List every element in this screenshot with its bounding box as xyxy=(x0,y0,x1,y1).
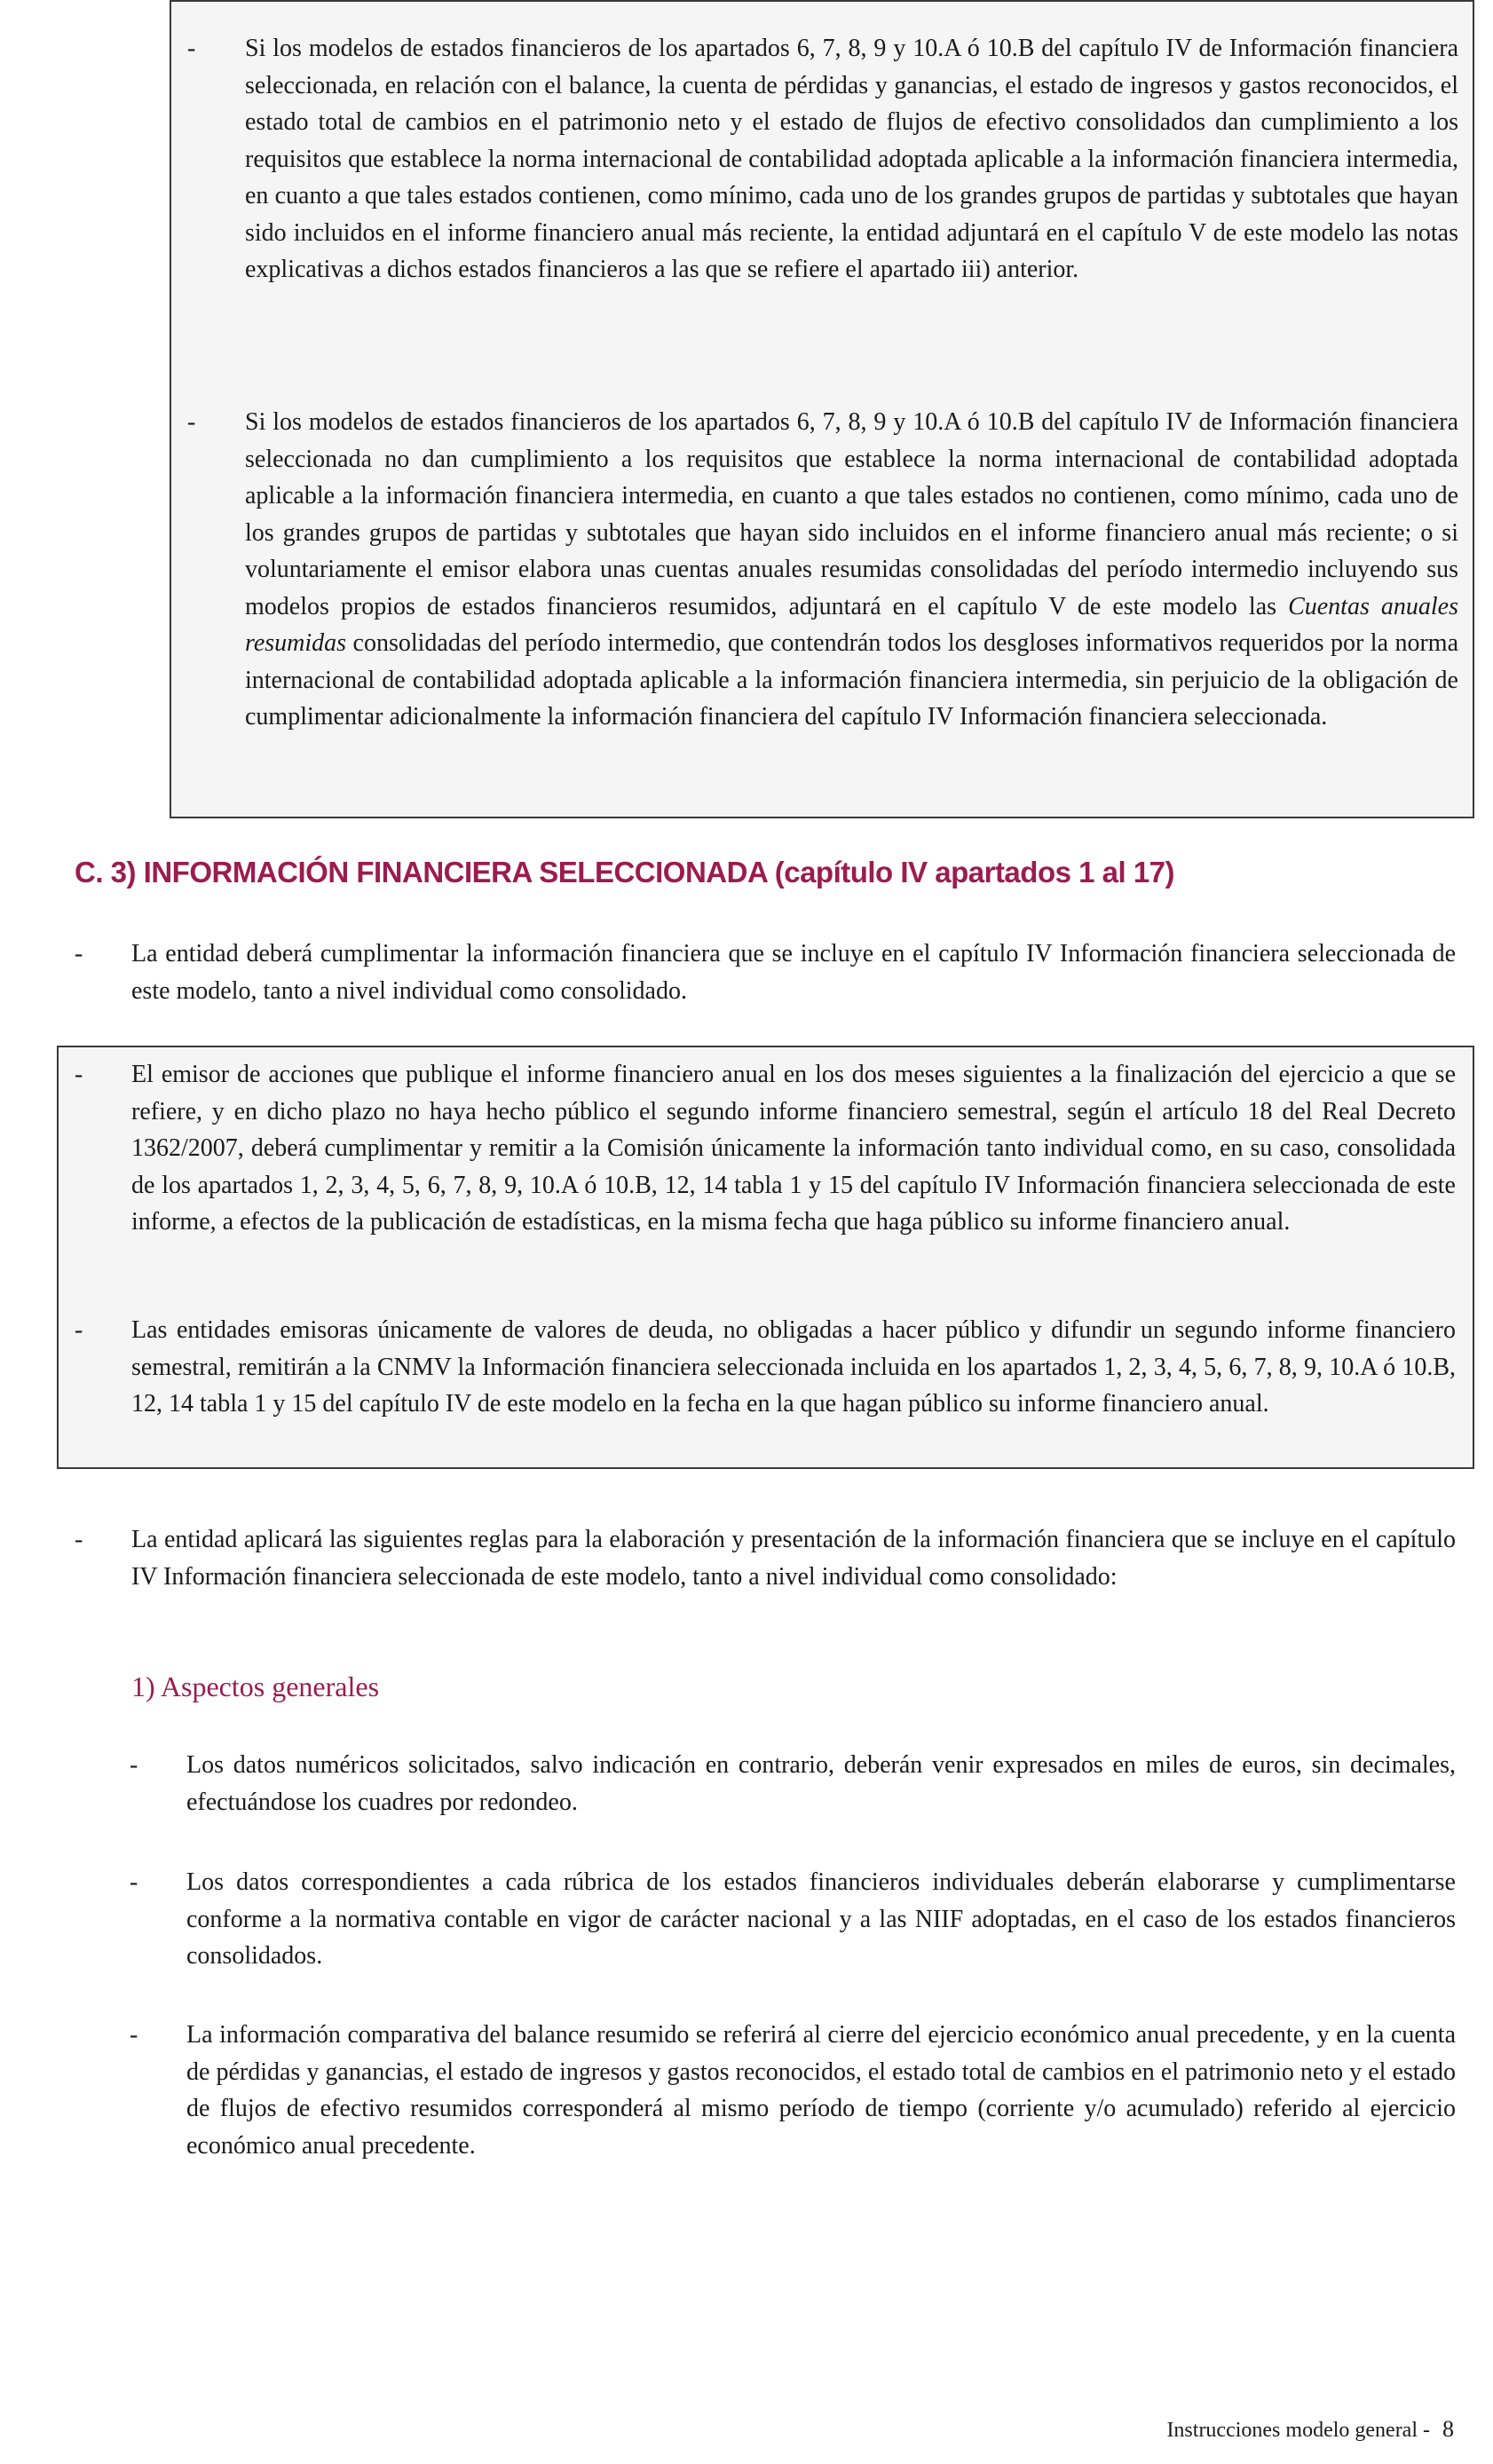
list-item xyxy=(130,1864,1456,1975)
list-item-text: La entidad deberá cumplimentar la información financiera que se incluye en el capítulo IV Información financiera seleccionada de este modelo, tanto a nivel individual como consolidado. xyxy=(131,940,1456,1005)
list-item-text: La entidad aplicará las siguientes reglas para la elaboración y presentación de la información financiera que se incluye en el capítulo IV Información financiera seleccionada de este modelo, tanto a nivel individual como consolidado: xyxy=(131,1526,1456,1591)
list-dash: - xyxy=(75,1061,83,1088)
subsection-heading: 1) Aspectos generales xyxy=(131,1670,380,1702)
list-dash: - xyxy=(130,2021,138,2049)
list-dash: - xyxy=(75,1526,83,1553)
footer-label: Instrucciones modelo general - xyxy=(1166,2419,1430,2442)
list-item-text: El emisor de acciones que publique el informe financiero anual en los dos meses siguientes a la finalización del ejercicio a que se refiere, y en dicho plazo no haya hecho público el segundo informe financiero semestral, según el artículo 18 del Real Decreto 1362/2007, deberá cumplimentar y remitir a la Comisión únicamente la información tanto individual como, en su caso, consolidada de los apartados 1, 2, 3, 4, 5, 6, 7, 8, 9, 10.A ó 10.B, 12, 14 tabla 1 y 15 del capítulo IV Información financiera seleccionada de este informe, a efectos de la publicación de estadísticas, en la misma fecha que haga público su informe financiero anual. xyxy=(131,1061,1456,1236)
list-dash: - xyxy=(187,408,196,436)
list-dash: - xyxy=(187,35,196,62)
list-dash: - xyxy=(75,1316,83,1344)
text-segment: Si los modelos de estados financieros de los apartados 6, 7, 8, 9 y 10.A ó 10.B del capítulo IV de Información financiera seleccionada no dan cumplimiento a los requisitos que establece la norma internacional de contabilidad adoptada aplicable a la información financiera intermedia, en cuanto a que tales estados no contienen, como mínimo, cada uno de los grandes grupos de partidas y subtotales que hayan sido incluidos en el informe financiero anual más reciente; o si voluntariamente el emisor elabora unas cuentas anuales resumidas consolidadas del período intermedio incluyendo sus modelos propios de estados financieros resumidos, adjuntará en el capítulo V de este modelo las xyxy=(245,408,1458,620)
list-item xyxy=(75,936,1456,1009)
text-segment: consolidadas del período intermedio, que contendrán todos los desgloses informativos requeridos por la norma internacional de contabilidad adoptada aplicable a la información financiera intermedia, sin perjuicio de la obligación de cumplimentar adicionalmente la información financiera del capítulo IV Información financiera seleccionada. xyxy=(245,629,1458,731)
list-item-text: La información comparativa del balance resumido se referirá al cierre del ejercicio económico anual precedente, y en la cuenta de pérdidas y ganancias, el estado de ingresos y gastos reconocidos, el estado total de cambios en el patrimonio neto y el estado de flujos de efectivo resumidos corresponderá al mismo período de tiempo (corriente y/o acumulado) referido al ejercicio económico anual precedente. xyxy=(186,2021,1456,2160)
list-item xyxy=(187,404,1458,736)
list-dash: - xyxy=(130,1868,138,1896)
page-number: 8 xyxy=(1442,2416,1454,2442)
list-item xyxy=(75,1521,1456,1595)
list-item xyxy=(187,30,1458,288)
section-heading: C. 3) INFORMACIÓN FINANCIERA SELECCIONADA (capítulo IV apartados 1 al 17) xyxy=(75,856,1175,888)
italic-term: Cuentas anuales resumidas xyxy=(245,592,1458,657)
list-dash: - xyxy=(130,1751,138,1779)
list-item-text: Los datos correspondientes a cada rúbrica de los estados financieros individuales deberán elaborarse y cumplimentarse conforme a la normativa contable en vigor de carácter nacional y a las NIIF adoptadas, en el caso de los estados financieros consolidados. xyxy=(186,1868,1456,1970)
list-item xyxy=(75,1312,1456,1423)
list-dash: - xyxy=(75,940,83,967)
page-footer xyxy=(1166,2411,1454,2450)
list-item-text: Las entidades emisoras únicamente de valores de deuda, no obligadas a hacer público y difundir un segundo informe financiero semestral, remitirán a la CNMV la Información financiera seleccionada incluida en los apartados 1, 2, 3, 4, 5, 6, 7, 8, 9, 10.A ó 10.B, 12, 14 tabla 1 y 15 del capítulo IV de este modelo en la fecha en la que hagan público su informe financiero anual. xyxy=(131,1316,1456,1418)
list-item-text: Si los modelos de estados financieros de los apartados 6, 7, 8, 9 y 10.A ó 10.B del capítulo IV de Información financiera seleccionada, en relación con el balance, la cuenta de pérdidas y ganancias, el estado de ingresos y gastos reconocidos, el estado total de cambios en el patrimonio neto y el estado de flujos de efectivo consolidados dan cumplimiento a los requisitos que establece la norma internacional de contabilidad adoptada aplicable a la información financiera intermedia, en cuanto a que tales estados contienen, como mínimo, cada uno de los grandes grupos de partidas y subtotales que hayan sido incluidos en el informe financiero anual más reciente, la entidad adjuntará en el capítulo V de este modelo las notas explicativas a dichos estados financieros a las que se refiere el apartado iii) anterior. xyxy=(245,35,1458,283)
list-item xyxy=(75,1056,1456,1241)
list-item-text: Los datos numéricos solicitados, salvo indicación en contrario, deberán venir expresados en miles de euros, sin decimales, efectuándose los cuadres por redondeo. xyxy=(186,1751,1456,1816)
list-item xyxy=(130,2017,1456,2164)
list-item-text xyxy=(245,404,1458,736)
list-item xyxy=(130,1747,1456,1820)
